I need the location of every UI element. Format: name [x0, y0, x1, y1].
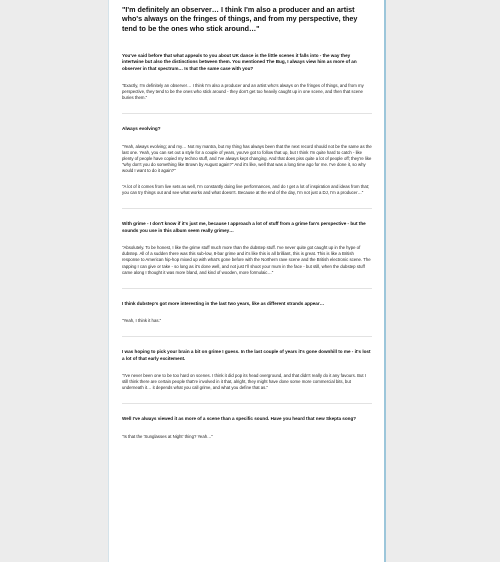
interview-question: With grime - I don't know if it's just me, because I approach a lot of stuff from a grime fan's perspective - but the sounds you use in this album seem really grimey… — [122, 221, 366, 233]
interview-answer: "Is that the 'Sunglasses at Night' thing? Yeah…" — [122, 433, 213, 439]
qa-block-grime-downhill — [122, 349, 372, 391]
qa-block-dubstep — [122, 301, 372, 325]
divider — [122, 403, 372, 404]
interview-answer: "I've never been one to be too hard on scenes. I think it did pop its head overground, and that didn't really do it any favours. But I still think there are certain people that're involved in it that, alright, they might have done some more commercial bits, but underneath it… it depends what you call grime, and what you define that as." — [122, 373, 366, 391]
divider — [122, 336, 372, 337]
interview-question: I think dubstep's got more interesting in the last two years, like as different strands appear… — [122, 300, 325, 306]
interview-answer: "Yeah, always evolving; and my… Not my mantra, but my thing has always been that the next record should not be the same as the last one. Yeah, you can set out a style for a couple of years, you've got to follow that up, but I think I'm quite hard to catch - like plenty of people have copied my techno stuff, and I've always kept changing. And that does piss quite a lot of people off; they're like "why don't you do something like Brown by August again?" And it's like, well that was a long time ago for me. I've done it, so why would I want to do it again?" — [122, 143, 372, 174]
interview-answer: "Yeah, I think it has." — [122, 318, 162, 324]
interview-question: I was hoping to pick your brain a bit on grime I guess. In the last couple of years it's gone downhill to me - it's lost a lot of that early excitement. — [122, 349, 371, 361]
interview-answer: "Exactly, I'm definitely an observer… I think I'm also a producer and an artist who's always on the fringes of things, and from my perspective, they tend to be the ones who stick around - they don't get too heavily caught up in one scene, and then that scene buries them." — [122, 83, 364, 101]
qa-block-skepta — [122, 416, 372, 440]
qa-block-observer — [122, 53, 372, 102]
interview-answer: "Absolutely. To be honest, I like the grime stuff much more than the dubstep stuff. I've never quite got caught up in the hype of dubstep. All of a sudden there was this sub-low, 8-bar grime and it's like this is all brilliant, this is great. This is like a British response to American hip-hop mixed up with what's gone before with the Northern rave scene and the British electronic scene. The rapping I can give or take - so long as it's done well, and not just I'll shoot your mum in the face - but still, when the dubstep stuff came along I thought it was more bland, and kind of wooden, more formulaic…" — [122, 245, 371, 275]
qa-block-evolving — [122, 126, 372, 196]
interview-answer: "A lot of it comes from live sets as well, I'm constantly doing live performances, and do I get a lot of inspiration and ideas from that; you can try things out and see what works and what doesn't. Because at the end of the day, I'm not just a DJ, I'm a producer…" — [122, 184, 370, 196]
pull-quote: "I'm definitely an observer… I think I'm also a producer and an artist who's always on the fringes of things, and from my perspective, they tend to be the ones who stick around…" — [122, 5, 358, 33]
divider — [122, 288, 372, 289]
divider — [122, 113, 372, 114]
divider — [122, 208, 372, 209]
article-page — [108, 0, 386, 562]
qa-block-grime — [122, 221, 372, 275]
interview-question: You've said before that what appeals to you about UK dance is the little scenes it falls into - the way they intertwine but also the distinctions between them. You mentioned The Bug, I always view him as more of an observer in that spectrum… Is that the same case with you? — [122, 52, 357, 71]
interview-question: Always evolving? — [122, 126, 161, 132]
interview-question: Well I've always viewed it as more of a scene than a specific sound. Have you heard that new Skepta song? — [122, 416, 357, 422]
